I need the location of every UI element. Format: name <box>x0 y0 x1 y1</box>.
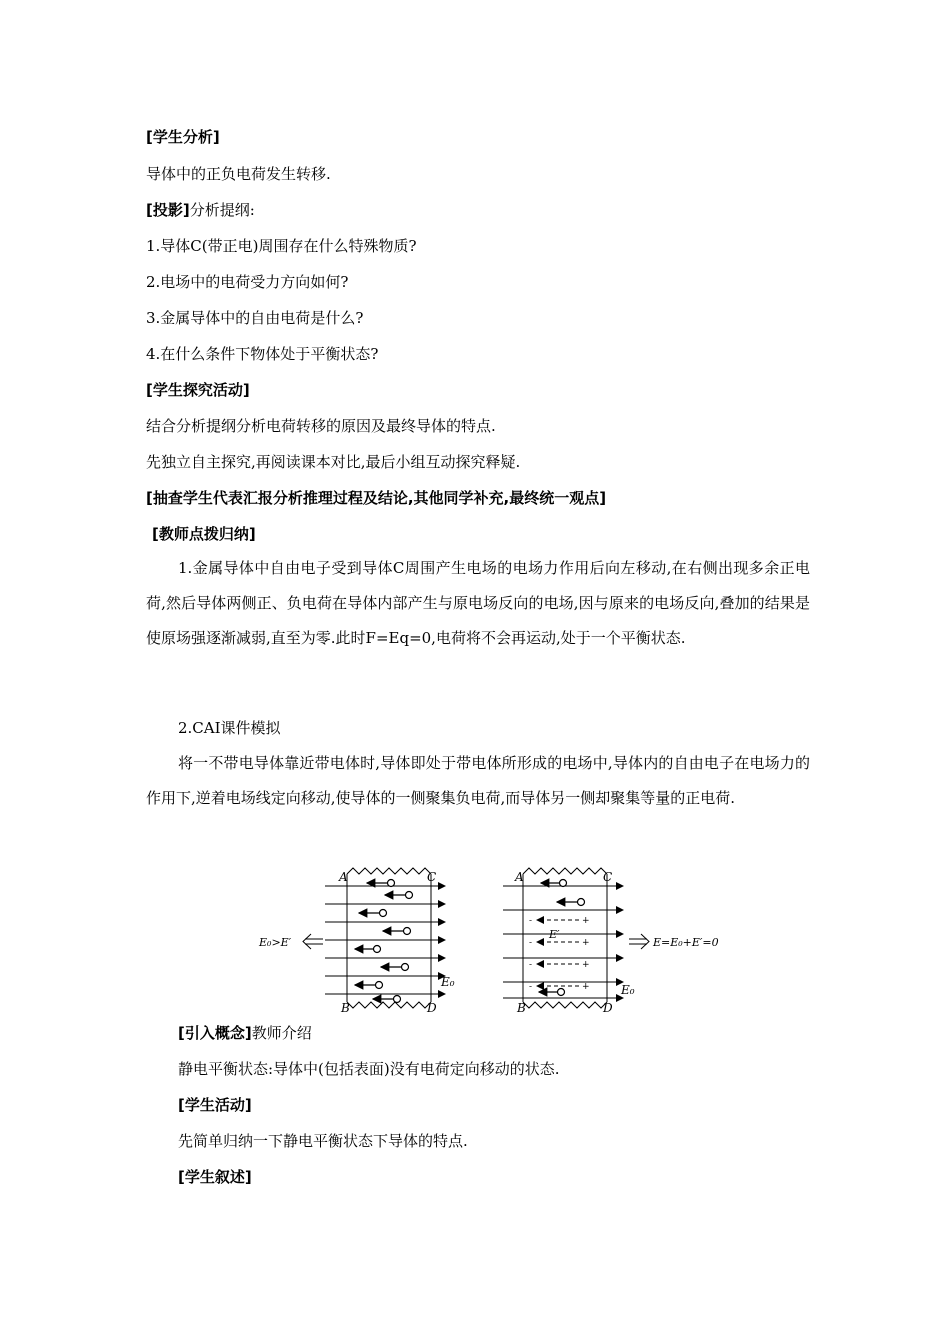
section-tag-student-analysis: [学生分析] <box>146 128 220 146</box>
student-analysis-text: 导体中的正负电荷发生转移. <box>146 165 331 183</box>
svg-text:+: + <box>582 916 590 926</box>
concept-heading-rest: 教师介绍 <box>251 1024 312 1042</box>
projection-heading-rest: 分析提纲: <box>189 201 255 219</box>
section-tag-inquiry: [学生探究活动] <box>146 381 250 399</box>
right-conductor-diagram <box>503 868 719 1015</box>
left-label-d: D <box>427 1001 437 1015</box>
left-label-e0: E₀ <box>441 975 455 989</box>
outline-item-1: 1.导体C(带正电)周围存在什么特殊物质? <box>146 237 417 255</box>
outline-item-3: 3.金属导体中的自由电荷是什么? <box>146 309 364 327</box>
concept-definition: 静电平衡状态:导体中(包括表面)没有电荷定向移动的状态. <box>178 1060 560 1078</box>
conductor-diagrams <box>255 862 735 1022</box>
svg-text:-: - <box>529 916 533 926</box>
right-label-c: C <box>603 870 613 884</box>
left-label-a: A <box>339 870 348 884</box>
svg-text:+: + <box>582 938 590 948</box>
left-relation: E₀>E′ <box>259 936 292 949</box>
section-tag-projection: [投影] <box>146 201 190 219</box>
summary-paragraph-2: 2.CAI课件模拟 <box>178 719 281 737</box>
right-double-arrow <box>629 934 649 949</box>
left-conductor-diagram <box>258 868 455 1015</box>
summary-paragraph-3: 将一不带电导体靠近带电体时,导体即处于带电体所形成的电场中,导体内的自由电子在电场力的作用下,逆着电场线定向移动,使导体的一侧聚集负电荷,而导体另一侧却聚集等量的正电荷. <box>146 754 810 807</box>
right-label-e0: E₀ <box>621 983 635 997</box>
svg-text:-: - <box>529 982 533 992</box>
left-label-b: B <box>341 1001 350 1015</box>
svg-text:-: - <box>529 938 533 948</box>
section-tag-report: [抽查学生代表汇报分析推理过程及结论,其他同学补充,最终统一观点] <box>146 489 607 507</box>
left-double-arrow <box>303 934 323 949</box>
projection-heading <box>146 200 255 220</box>
right-label-b: B <box>517 1001 526 1015</box>
svg-text:-: - <box>529 960 533 970</box>
right-label-a: A <box>515 870 524 884</box>
outline-item-2: 2.电场中的电荷受力方向如何? <box>146 273 349 291</box>
svg-text:+: + <box>582 960 590 970</box>
outline-item-4: 4.在什么条件下物体处于平衡状态? <box>146 345 379 363</box>
right-label-d: D <box>603 1001 613 1015</box>
svg-text:+: + <box>582 982 590 992</box>
inquiry-line-1: 结合分析提纲分析电荷转移的原因及最终导体的特点. <box>146 417 496 435</box>
section-tag-teacher-summary: [教师点拨归纳] <box>152 525 256 543</box>
left-label-c: C <box>427 870 437 884</box>
concept-heading <box>178 1023 312 1043</box>
student-activity-text: 先简单归纳一下静电平衡状态下导体的特点. <box>178 1132 468 1150</box>
section-tag-concept: [引入概念] <box>178 1024 252 1042</box>
right-label-eprime: E′ <box>549 928 560 941</box>
right-relation: E=E₀+E′=0 <box>653 936 719 949</box>
section-tag-student-activity: [学生活动] <box>178 1096 252 1114</box>
inquiry-line-2: 先独立自主探究,再阅读课本对比,最后小组互动探究释疑. <box>146 453 521 471</box>
electrostatic-figure <box>255 862 735 1022</box>
summary-paragraph-1: 1.金属导体中自由电子受到导体C周围产生电场的电场力作用后向左移动,在右侧出现多余正电荷,然后导体两侧正、负电荷在导体内部产生与原电场反向的电场,因与原来的电场反向,叠加的结果是使原场强逐渐减弱,直至为零.此时F=Eq=0,电荷将不会再运动,处于一个平衡状态. <box>146 559 810 647</box>
section-tag-student-narration: [学生叙述] <box>178 1168 252 1186</box>
